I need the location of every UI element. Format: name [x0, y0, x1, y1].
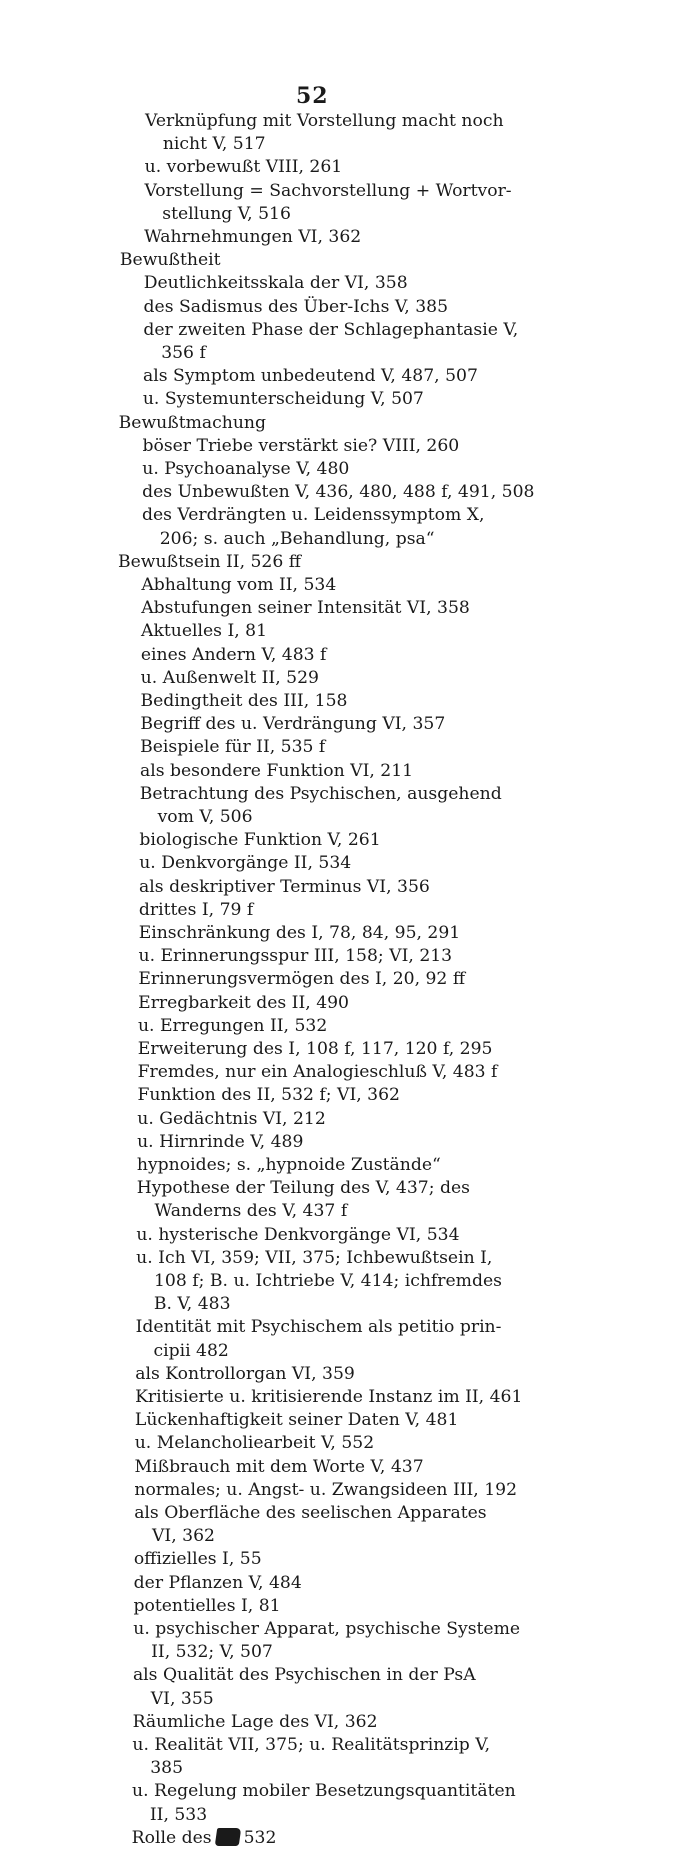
index-entry: VI, 362 [152, 1526, 215, 1547]
index-entry: u. Psychoanalyse V, 480 [142, 459, 350, 479]
index-heading: Bewußtmachung [118, 412, 267, 433]
entry-page-ref: 532 [243, 1827, 277, 1848]
index-entry: Erweiterung des I, 108 f, 117, 120 f, 295 [137, 1039, 493, 1059]
index-entry: des Sadismus des Über-Ichs V, 385 [143, 296, 449, 317]
index-entry: u. Erinnerungsspur III, 158; VI, 213 [138, 946, 453, 967]
entry-text: Rolle des [131, 1827, 212, 1848]
index-entry: u. Gedächtnis VI, 212 [137, 1108, 326, 1129]
index-entry: böser Triebe verstärkt sie? VIII, 260 [142, 435, 460, 456]
index-entry: u. Realität VII, 375; u. Realitätsprinzip V, [132, 1735, 491, 1755]
index-entry: 206; s. auch „Behandlung, psa“ [159, 528, 435, 549]
index-entry: Räumliche Lage des VI, 362 [132, 1711, 378, 1732]
index-entry: 385 [150, 1758, 184, 1779]
index-entry: B. V, 483 [153, 1294, 231, 1315]
index-entry: u. psychischer Apparat, psychische Systeme [133, 1619, 521, 1639]
index-entry: der zweiten Phase der Schlagephantasie V, [143, 319, 519, 340]
index-entry: Deutlichkeitsskala der VI, 358 [143, 273, 408, 294]
index-entry: u. Erregungen II, 532 [137, 1015, 328, 1036]
ink-blot [214, 1828, 241, 1846]
index-entry: normales; u. Angst- u. Zwangsideen III, 192 [134, 1479, 518, 1500]
index-entry: u. Ich VI, 359; VII, 375; Ichbewußtsein I, [136, 1247, 493, 1268]
index-entry: Fremdes, nur ein Analogieschluß V, 483 f [137, 1062, 498, 1083]
index-entry: stellung V, 516 [162, 203, 291, 224]
index-entry: biologische Funktion V, 261 [139, 830, 381, 851]
index-entry: Aktuelles I, 81 [141, 621, 268, 642]
index-entry: Kritisierte u. kritisierende Instanz im II, 461 [135, 1387, 523, 1407]
index-entry: hypnoides; s. „hypnoide Zustände“ [136, 1155, 441, 1175]
index-entry: Erinnerungsvermögen des I, 20, 92 ff [138, 969, 466, 990]
index-entry: Lückenhaftigkeit seiner Daten V, 481 [134, 1410, 459, 1431]
index-entry: 108 f; B. u. Ichtriebe V, 414; ichfremdes [154, 1271, 502, 1291]
index-entry: u. Systemunterscheidung V, 507 [142, 389, 424, 410]
index-entry: nicht V, 517 [162, 134, 266, 155]
index-entry: u. Außenwelt II, 529 [140, 667, 319, 688]
index-entry: Abhaltung vom II, 534 [141, 575, 337, 595]
index-entry: Verknüpfung mit Vorstellung macht noch [145, 111, 504, 131]
index-entry: des Unbewußten V, 436, 480, 488 f, 491, 508 [142, 482, 535, 503]
index-entry: Beispiele für II, 535 f [140, 737, 326, 758]
index-entry: der Pflanzen V, 484 [133, 1572, 302, 1593]
index-heading: Bewußtsein II, 526 ff [118, 551, 301, 572]
index-entry: des Verdrängten u. Leidenssymptom X, [141, 505, 485, 526]
index-entry: Erregbarkeit des II, 490 [138, 992, 349, 1013]
index-entry: Wahrnehmungen VI, 362 [144, 227, 362, 247]
index-entry: cipii 482 [153, 1340, 229, 1361]
index-entry: als Qualität des Psychischen in der PsA [132, 1665, 476, 1686]
index-entry: VI, 355 [150, 1688, 214, 1709]
index-entry: u. Hirnrinde V, 489 [137, 1131, 304, 1152]
index-entry: II, 533 [149, 1804, 208, 1825]
index-entry: potentielles I, 81 [133, 1595, 281, 1616]
index-heading: Bewußtheit [119, 250, 221, 271]
index-entry: Hypothese der Teilung des V, 437; des [136, 1178, 470, 1199]
index-entry: Mißbrauch mit dem Worte V, 437 [134, 1456, 424, 1477]
index-entry: Einschränkung des I, 78, 84, 95, 291 [138, 923, 461, 943]
page-number: 52 [296, 83, 329, 109]
index-entry: eines Andern V, 483 f [140, 644, 327, 665]
index-entry: offizielles I, 55 [133, 1549, 262, 1570]
index-entry: u. Regelung mobiler Besetzungsquantitäten [132, 1781, 516, 1802]
index-entry: als Kontrollorgan VI, 359 [135, 1363, 355, 1384]
index-entry: u. Melancholiearbeit V, 552 [134, 1433, 375, 1454]
index-entry: II, 532; V, 507 [151, 1642, 273, 1663]
index-entry: drittes I, 79 f [138, 899, 254, 920]
index-entry: als Symptom unbedeutend V, 487, 507 [143, 366, 478, 387]
index-entry: Wanderns des V, 437 f [154, 1201, 348, 1222]
index-entry: Betrachtung des Psychischen, ausgehend [139, 783, 502, 804]
index-entry: als besondere Funktion VI, 211 [139, 760, 414, 781]
index-entry: Funktion des II, 532 f; VI, 362 [137, 1085, 400, 1106]
index-entry: Identität mit Psychischem als petitio prin- [135, 1317, 502, 1338]
index-entry: vom V, 506 [157, 807, 253, 827]
index-entry: Begriff des u. Verdrängung VI, 357 [140, 714, 446, 735]
index-entry: 356 f [161, 343, 206, 363]
index-entry: Vorstellung = Sachvorstellung + Wortvor- [144, 180, 512, 201]
index-entry: Abstufungen seiner Intensität VI, 358 [141, 598, 470, 619]
index-entry [132, 1826, 277, 1850]
index-entry: als Oberfläche des seelischen Apparates [134, 1503, 487, 1523]
index-entry: als deskriptiver Terminus VI, 356 [139, 876, 430, 897]
index-entry: u. hysterische Denkvorgänge VI, 534 [136, 1224, 460, 1245]
index-entry: Bedingtheit des III, 158 [140, 691, 348, 711]
index-entry: u. vorbewußt VIII, 261 [144, 157, 343, 178]
index-entry: u. Denkvorgänge II, 534 [139, 853, 352, 874]
